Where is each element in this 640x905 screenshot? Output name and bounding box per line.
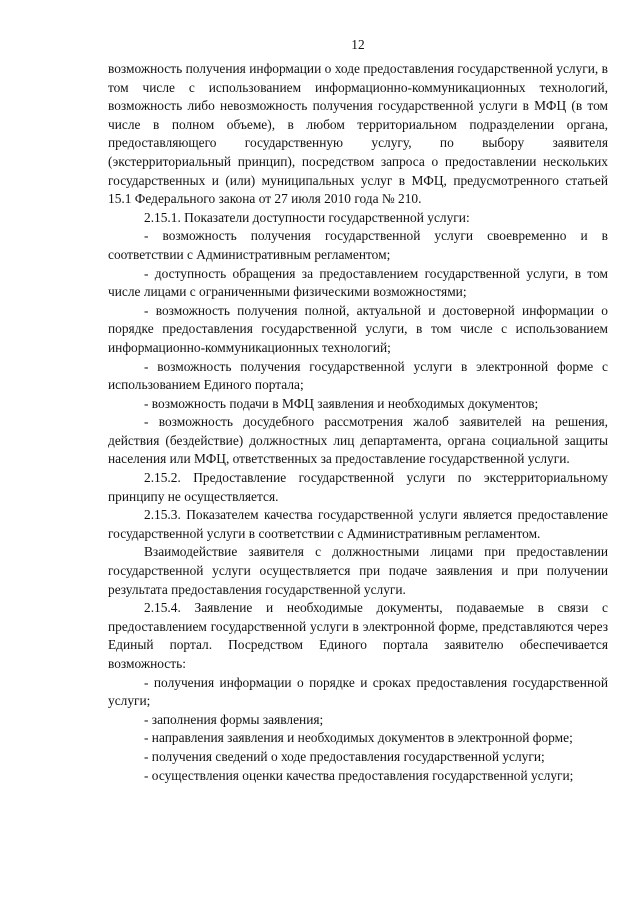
list-item-electronic-form: - возможность получения государственной услуги в электронной форме с использованием Единого портала;: [108, 358, 608, 393]
paragraph-2-15-2: 2.15.2. Предоставление государственной услуги по экстерриториальному принципу не осуществляется.: [108, 470, 608, 504]
list-item-accessibility: - доступность обращения за предоставлением государственной услуги, в том числе лицами с ограниченными физическими возможностями;: [108, 265, 608, 300]
list-item-send-documents: - направления заявления и необходимых документов в электронной форме;: [144, 730, 573, 746]
list-item-procedure-info: - получения информации о порядке и сроках предоставления государственной услуги;: [108, 674, 608, 709]
list-item-mfc-submission: - возможность подачи в МФЦ заявления и необходимых документов;: [144, 395, 539, 411]
list-item-fill-form: - заполнения формы заявления;: [144, 711, 324, 727]
page-number: 12: [351, 37, 365, 52]
list-item-status-info: - получения сведений о ходе предоставления государственной услуги;: [144, 748, 545, 764]
list-item-complaints: - возможность досудебного рассмотрения жалоб заявителей на решения, действия (бездействие) должностных лиц департамента, органа социальной защиты населения или МФЦ, ответственных за предоставление государственной услуги.: [108, 414, 608, 467]
paragraph-intro: возможность получения информации о ходе предоставления государственной услуги, в том числе с использованием информационно-коммуникационных технологий, возможность либо невозможность получения государственной услуги в МФЦ (в том числе в полном объеме), в любом территориальном подразделении органа, предоставляющего государственную услугу, по выбору заявителя (экстерриториальный принцип), посредством запроса о предоставлении нескольких государственных и (или) муниципальных услуг в МФЦ, предусмотренного статьей 15.1 Федерального закона от 27 июля 2010 года № 210.: [108, 61, 608, 207]
paragraph-2-15-4: 2.15.4. Заявление и необходимые документы, подаваемые в связи с предоставлением государственной услуги в электронной форме, представляются через Единый портал. Посредством Единого портала заявителю обеспечивается возможность:: [108, 600, 608, 671]
paragraph-interaction: Взаимодействие заявителя с должностными лицами при предоставлении государственной услуги осуществляется при подаче заявления и при получении результата предоставления государственной услуги.: [108, 544, 608, 597]
list-item-information: - возможность получения полной, актуальной и достоверной информации о порядке предоставления государственной услуги, в том числе с использованием информационно-коммуникационных технологий;: [108, 302, 608, 355]
paragraph-2-15-3: 2.15.3. Показателем качества государственной услуги является предоставление государственной услуги в соответствии с Административным регламентом.: [108, 507, 608, 541]
list-item-timely: - возможность получения государственной услуги своевременно и в соответствии с Административным регламентом;: [108, 228, 608, 262]
paragraph-2-15-1-heading: 2.15.1. Показатели доступности государственной услуги:: [144, 209, 470, 225]
list-item-quality-rating: - осуществления оценки качества предоставления государственной услуги;: [144, 767, 574, 783]
